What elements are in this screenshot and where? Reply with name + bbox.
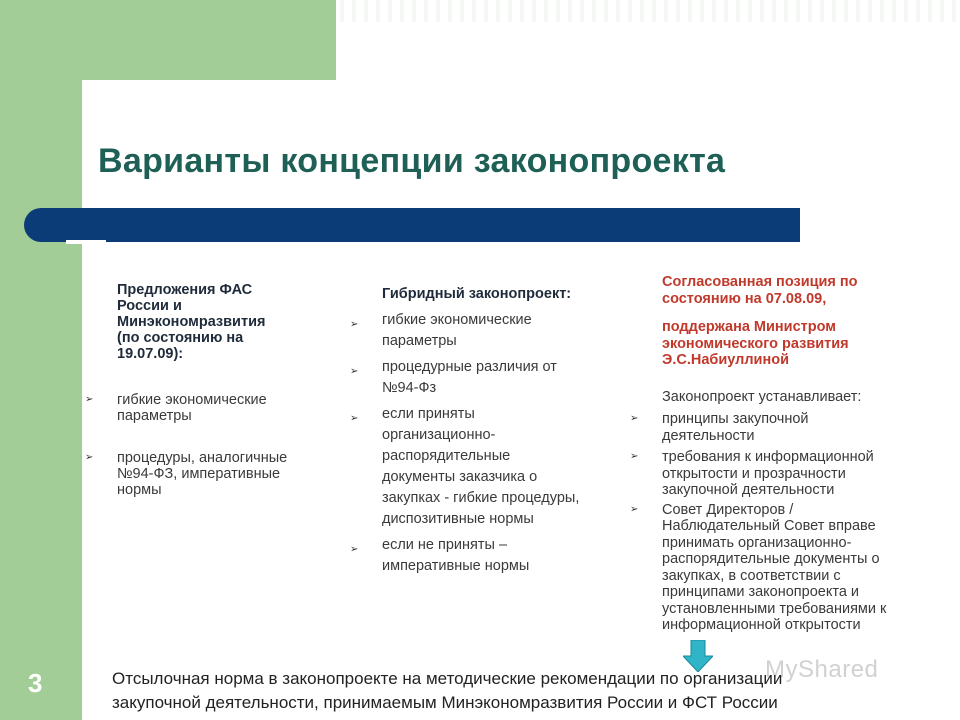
arrow-bullet-icon: ➢ bbox=[350, 544, 359, 555]
list-item-line: нормы bbox=[117, 482, 162, 498]
column-1-heading-line: Предложения ФАС bbox=[117, 282, 253, 298]
list-item bbox=[630, 411, 952, 444]
list-item-line: диспозитивные нормы bbox=[382, 511, 534, 527]
arrow-bullet-icon: ➢ bbox=[350, 413, 359, 424]
list-item bbox=[350, 310, 622, 352]
arrow-bullet-icon: ➢ bbox=[630, 451, 639, 462]
top-stripe-pattern bbox=[340, 0, 960, 22]
list-item bbox=[85, 450, 327, 498]
list-item-line: процедуры, аналогичные bbox=[117, 450, 288, 466]
list-item bbox=[85, 392, 327, 424]
list-item-line: требования к информационной bbox=[662, 449, 874, 465]
column-3-heading bbox=[662, 274, 952, 369]
list-item-line: принимать организационно- bbox=[662, 534, 852, 551]
list-item bbox=[350, 535, 622, 577]
watermark-logo: MyShared bbox=[765, 656, 879, 683]
arrow-bullet-icon: ➢ bbox=[630, 413, 639, 424]
list-item bbox=[630, 501, 952, 634]
list-item-line: №94-ФЗ, императивные bbox=[117, 466, 281, 482]
column-3-heading-line: поддержана Министром bbox=[662, 319, 837, 335]
column-3-heading-line: Э.С.Набиуллиной bbox=[662, 352, 789, 368]
list-item-line: гибкие экономические bbox=[117, 392, 267, 408]
list-item-line: Наблюдательный Совет вправе bbox=[662, 518, 876, 534]
list-item bbox=[350, 404, 622, 530]
column-3-heading-line: Согласованная позиция по bbox=[662, 274, 858, 290]
column-3-heading-line: состоянию на 07.08.09, bbox=[662, 290, 827, 307]
column-1-heading-line: 19.07.09): bbox=[117, 346, 184, 362]
column-agreed-position bbox=[630, 274, 952, 634]
list-item bbox=[350, 357, 622, 399]
footer-line: закупочной деятельности, принимаемым Минэкономразвития России и ФСТ России bbox=[112, 693, 778, 712]
list-item-line: информационной открытости bbox=[662, 617, 861, 633]
column-hybrid-bill bbox=[350, 284, 622, 577]
column-1-heading bbox=[117, 282, 327, 362]
arrow-bullet-icon: ➢ bbox=[85, 452, 94, 463]
list-item-line: принципы закупочной bbox=[662, 411, 809, 427]
list-item-line: если приняты bbox=[382, 406, 475, 422]
slide-number: 3 bbox=[28, 668, 43, 698]
column-fas-proposals bbox=[85, 282, 327, 498]
green-side-band bbox=[0, 0, 82, 720]
list-item-line: установленными требованиями к bbox=[662, 600, 887, 617]
footer-line: Отсылочная норма в законопроекте на методические рекомендации по организации bbox=[112, 669, 783, 688]
column-2-heading: Гибридный законопроект: bbox=[382, 286, 572, 302]
list-item-line: императивные нормы bbox=[382, 558, 530, 574]
list-item-line: параметры bbox=[382, 333, 457, 349]
list-item-line: закупках, в соответствии с bbox=[662, 567, 841, 584]
list-item-line: №94-Фз bbox=[382, 380, 437, 396]
list-item bbox=[630, 449, 952, 499]
list-item-line: принципами законопроекта и bbox=[662, 584, 860, 600]
list-item-line: параметры bbox=[117, 408, 192, 424]
list-item-line: открытости и прозрачности bbox=[662, 465, 846, 482]
list-item-line: Совет Директоров / bbox=[662, 501, 794, 518]
list-item-line: деятельности bbox=[662, 427, 755, 444]
list-item-line: организационно- bbox=[382, 427, 496, 443]
column-1-heading-line: Минэкономразвития bbox=[117, 314, 266, 330]
slide-title: Варианты концепции законопроекта bbox=[98, 142, 726, 180]
green-top-band bbox=[0, 0, 336, 80]
bar-notch bbox=[66, 240, 106, 244]
column-1-heading-line: России и bbox=[117, 298, 182, 314]
column-3-intro: Законопроект устанавливает: bbox=[662, 388, 862, 405]
title-underline-bar bbox=[24, 208, 800, 242]
arrow-bullet-icon: ➢ bbox=[85, 394, 94, 405]
list-item-line: гибкие экономические bbox=[382, 312, 532, 328]
list-item-line: закупочной деятельности bbox=[662, 482, 835, 498]
footer-note bbox=[112, 667, 912, 715]
arrow-bullet-icon: ➢ bbox=[630, 503, 639, 515]
column-3-heading-line: экономического развития bbox=[662, 335, 849, 352]
list-item-line: закупках - гибкие процедуры, bbox=[382, 490, 580, 506]
arrow-bullet-icon: ➢ bbox=[350, 319, 359, 330]
list-item-line: документы заказчика о bbox=[382, 469, 538, 485]
arrow-bullet-icon: ➢ bbox=[350, 366, 359, 377]
list-item-line: распорядительные bbox=[382, 448, 511, 464]
list-item-line: если не приняты – bbox=[382, 537, 508, 553]
list-item-line: распорядительные документы о bbox=[662, 551, 880, 567]
column-1-heading-line: (по состоянию на bbox=[117, 330, 244, 346]
list-item-line: процедурные различия от bbox=[382, 359, 557, 375]
